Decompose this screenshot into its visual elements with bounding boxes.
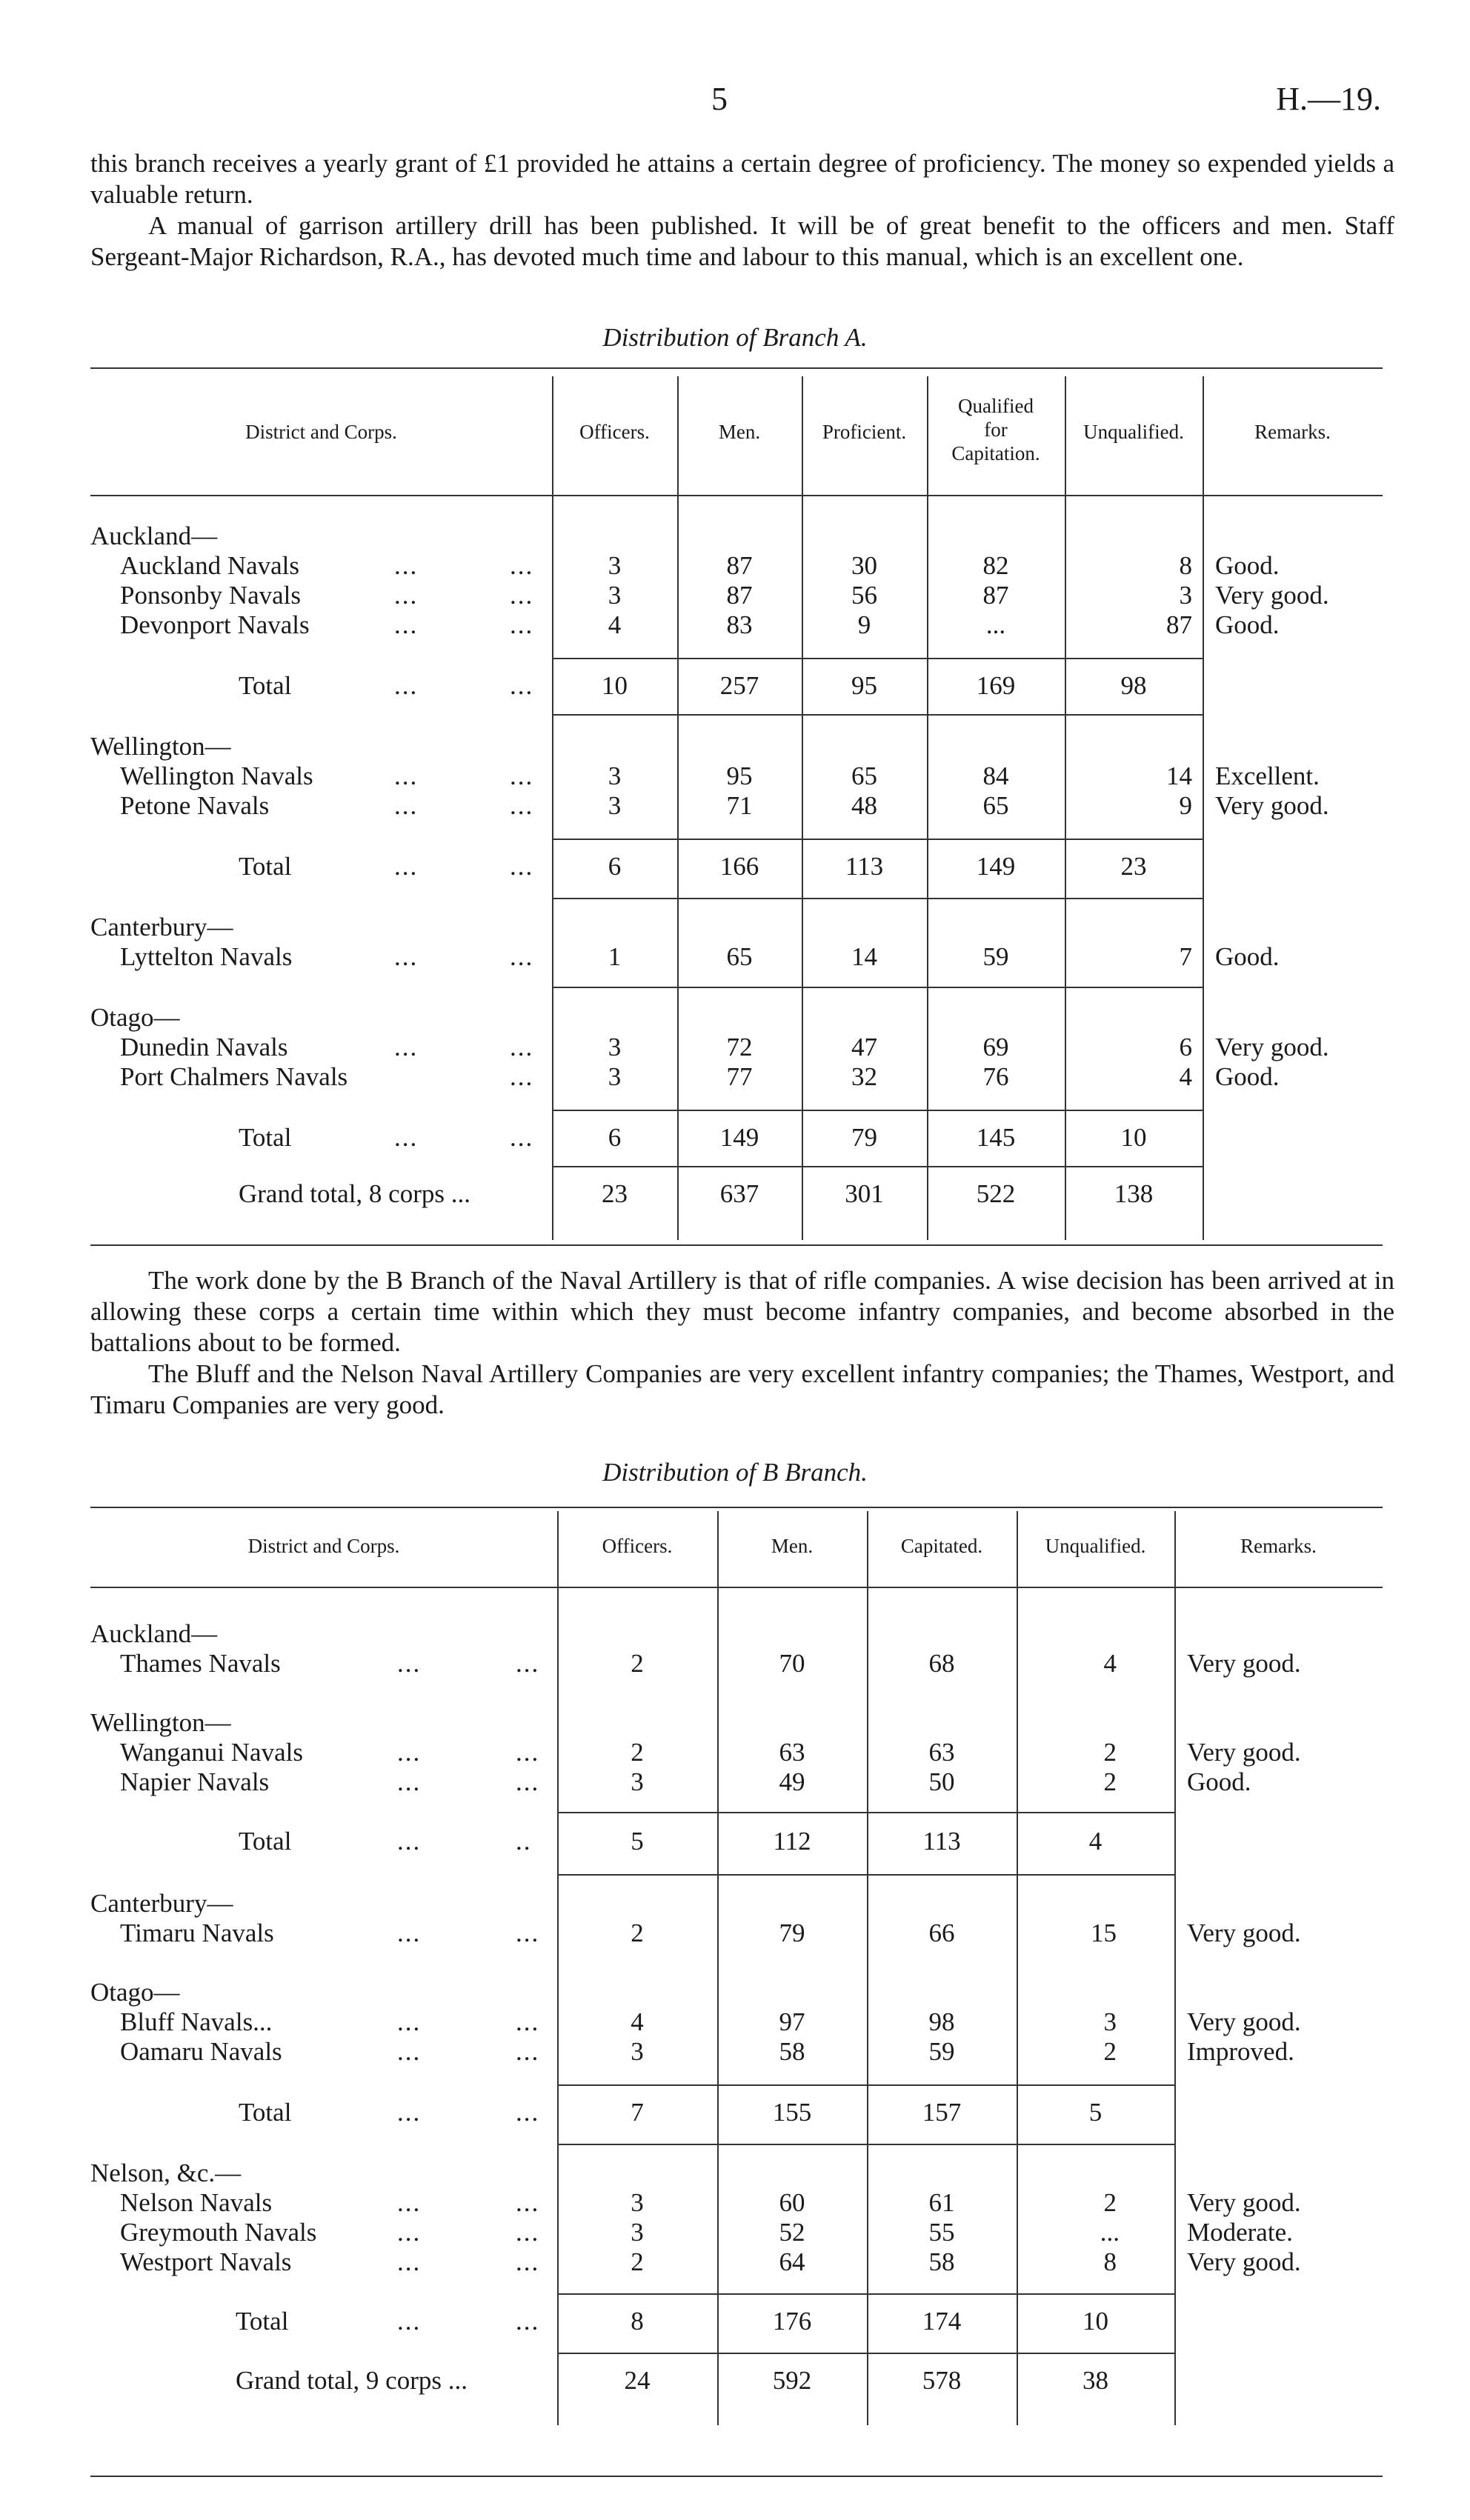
leader-dots: ... [397,2188,422,2217]
table-b-officers-cell: 2 [631,2247,644,2276]
table-b-capitated-cell: 66 [928,1919,955,1947]
table-b-grand-total-officers: 24 [624,2366,651,2395]
table-a-corps-name: Auckland Navals [120,551,300,580]
table-a-remarks-cell: Good. [1215,610,1280,639]
table-a-qualified-cell: 87 [982,581,1009,610]
table-b-total-officers: 8 [631,2307,644,2336]
table-a-district-name: Otago— [90,1003,180,1032]
table-a-total-qualified: 145 [976,1123,1016,1152]
table-b-men-cell: 70 [779,1649,805,1678]
table-b-unqualified-value: 8 [1103,2247,1117,2276]
table-b-total-men: 176 [772,2307,812,2336]
table-a-proficient-cell: 30 [851,551,877,580]
table-a-officers-cell: 1 [608,942,622,971]
table-a-proficient-cell: 47 [851,1033,877,1061]
table-a-men-cell: 65 [726,942,753,971]
table-a-grand-total-qualified: 522 [976,1179,1016,1208]
table-b-remarks-cell: Very good. [1187,1919,1301,1947]
table-a-total-unqualified: 10 [1120,1123,1147,1152]
table-a-officers-cell: 3 [608,761,622,790]
table-b-men-cell: 58 [779,2037,805,2066]
table-a-header-qualified-3: Capitation. [951,442,1040,464]
table-b-total-officers: 5 [631,1827,644,1856]
table-a-qualified-cell: 84 [982,761,1009,790]
leader-dots: ... [394,761,419,790]
leader-dots: ... [397,1919,422,1947]
table-a-remarks-cell: Good. [1215,551,1280,580]
leader-dots: ... [394,791,419,820]
document-reference: H.—19. [1276,81,1381,117]
table-a-header-unqualified: Unqualified. [1083,421,1184,443]
table-a-total-officers: 6 [608,852,622,881]
table-b-header-capitated: Capitated. [900,1535,983,1557]
table-a-total-proficient: 95 [851,671,877,700]
leader-dots: ... [397,2247,422,2276]
table-a-qualified-cell: ... [985,610,1006,639]
table-b-remarks-cell: Very good. [1187,2007,1301,2036]
table-b-caption: Distribution of B Branch. [602,1458,868,1487]
table-b-col-divider [1017,1511,1018,2425]
leader-dots: ... [516,2188,540,2217]
leader-dots: ... [516,1767,540,1796]
table-b-capitated-cell: 59 [928,2037,955,2066]
leader-dots: ... [516,1649,540,1678]
middle-paragraph-1-text: The work done by the B Branch of the Naval Artillery is that of rifle companies. A wise decision has been arrived at in allowing these corps a certain time within which they must become infantry companies, and become absorbed in the battalions about to be formed. [90,1266,1394,1357]
total-rule [557,2293,1174,2295]
table-a-header-qualified-1: Qualified [958,395,1034,417]
table-a-proficient-cell: 48 [851,791,877,820]
table-b-grand-total-label: Grand total, 9 corps ... [236,2366,468,2395]
table-b-header-unqualified: Unqualified. [1045,1535,1146,1557]
table-a-men-cell: 87 [726,551,753,580]
leader-dots: ... [516,2098,540,2127]
table-b-capitated-cell: 61 [928,2188,955,2217]
table-b-men-cell: 49 [779,1767,805,1796]
table-a-corps-name: Petone Navals [120,791,270,820]
table-a-men-cell: 83 [726,610,753,639]
table-b-total-unqualified: 5 [1088,2098,1102,2127]
page-number: 5 [711,81,728,117]
total-rule [552,658,1203,659]
table-a-bottom-rule [90,1244,1383,1246]
table-b-total-capitated: 157 [922,2098,962,2127]
table-a-proficient-cell: 56 [851,581,877,610]
table-a-proficient-cell: 65 [851,761,877,790]
table-b-corps-name: Napier Navals [120,1767,270,1796]
leader-dots: ... [394,671,419,700]
table-a-grand-total-unqualified: 138 [1114,1179,1154,1208]
leader-dots: ... [397,2037,422,2066]
table-b-header-remarks: Remarks. [1240,1535,1317,1557]
table-b-men-cell: 64 [779,2247,805,2276]
table-b-district-name: Nelson, &c.— [90,2159,242,2187]
table-b-unqualified-value: 2 [1103,1767,1117,1796]
table-b-total-label: Total [239,1827,292,1856]
table-a-grand-total-officers: 23 [602,1179,628,1208]
table-b-officers-cell: 2 [631,1919,644,1947]
table-a-officers-cell: 3 [608,581,622,610]
table-a-header-qualified-2: for [984,419,1008,441]
leader-dots: ... [510,852,534,881]
table-a-total-unqualified: 98 [1120,671,1147,700]
table-b-remarks-cell: Very good. [1187,1649,1301,1678]
table-b-total-men: 112 [773,1827,811,1856]
table-b-capitated-cell: 63 [928,1738,955,1767]
table-a-qualified-cell: 65 [982,791,1009,820]
table-a-proficient-cell: 14 [851,942,877,971]
leader-dots: ... [394,581,419,610]
table-b-grand-total-capitated: 578 [922,2366,962,2395]
table-a-qualified-cell: 82 [982,551,1009,580]
table-a-remarks-cell: Good. [1215,942,1280,971]
table-a-qualified-cell: 69 [982,1033,1009,1061]
table-a-top-rule [90,367,1383,369]
leader-dots: ... [510,1062,534,1091]
table-b-unqualified-value: 4 [1103,1649,1117,1678]
table-b-bottom-rule [90,2476,1383,2477]
table-a-total-men: 166 [719,852,759,881]
table-a-corps-name: Ponsonby Navals [120,581,302,610]
leader-dots: ... [516,2247,540,2276]
table-a-header-remarks: Remarks. [1254,421,1331,443]
table-b-total-unqualified: 10 [1082,2307,1108,2336]
table-b-header-officers: Officers. [602,1535,673,1557]
table-b-capitated-cell: 98 [928,2007,955,2036]
table-a-remarks-cell: Very good. [1215,791,1329,820]
table-a-total-officers: 6 [608,1123,622,1152]
leader-dots: ... [397,1827,422,1856]
table-a-officers-cell: 4 [608,610,622,639]
table-a-header-rule [90,495,1383,496]
table-b-total-officers: 7 [631,2098,644,2127]
table-b-col-divider [1174,1511,1176,2425]
table-a-header-men: Men. [718,421,761,443]
table-a-total-unqualified: 23 [1120,852,1147,881]
table-b-officers-cell: 3 [631,2037,644,2066]
table-b-men-cell: 79 [779,1919,805,1947]
table-a-remarks-cell: Good. [1215,1062,1280,1091]
leader-dots: ... [516,2307,540,2336]
intro-paragraph-2-text: A manual of garrison artillery drill has been published. It will be of great benefit to the officers and men. Staff Sergeant-Major Richardson, R.A., has devoted much time and labour to this manual, which is an excellent one. [90,211,1394,271]
table-b-capitated-cell: 50 [928,1767,955,1796]
table-b-men-cell: 52 [779,2218,805,2247]
leader-dots: ... [394,1033,419,1061]
leader-dots: ... [510,942,534,971]
table-b-corps-name: Timaru Navals [120,1919,274,1947]
table-a-header-district: District and Corps. [245,421,397,443]
leader-dots: ... [397,2218,422,2247]
table-b-capitated-cell: 55 [928,2218,955,2247]
table-a-grand-total-men: 637 [719,1179,759,1208]
leader-dots: ... [510,761,534,790]
leader-dots: ... [516,1919,540,1947]
table-a-total-qualified: 169 [976,671,1016,700]
section-rule [552,987,1203,988]
leader-dots: ... [510,581,534,610]
table-b-district-name: Wellington— [90,1708,231,1737]
table-a-men-cell: 77 [726,1062,753,1091]
total-rule [557,1874,1174,1876]
table-b-corps-name: Nelson Navals [120,2188,273,2217]
table-b-remarks-cell: Moderate. [1187,2218,1293,2247]
table-b-total-label: Total [236,2307,289,2336]
table-b-officers-cell: 3 [631,1767,644,1796]
table-b-district-name: Auckland— [90,1619,218,1648]
leader-dots: ... [397,2307,422,2336]
leader-dots: ... [516,2037,540,2066]
table-a-men-cell: 71 [726,791,753,820]
total-rule [552,1110,1203,1111]
table-a-men-cell: 95 [726,761,753,790]
table-b-unqualified-value: ... [1100,2218,1120,2247]
table-a-remarks-cell: Very good. [1215,1033,1329,1061]
leader-dots: ... [394,551,419,580]
total-rule [552,714,1203,716]
table-a-grand-total-proficient: 301 [845,1179,884,1208]
table-b-officers-cell: 2 [631,1738,644,1767]
table-b-capitated-cell: 58 [928,2247,955,2276]
table-b-officers-cell: 3 [631,2188,644,2217]
total-rule [552,898,1203,899]
table-a-corps-name: Lyttelton Navals [120,942,293,971]
table-a-total-men: 149 [719,1123,759,1152]
table-a-men-cell: 87 [726,581,753,610]
middle-paragraph-2 [90,1359,1394,1421]
table-b-officers-cell: 3 [631,2218,644,2247]
table-a-officers-cell: 3 [608,791,622,820]
table-b-total-capitated: 174 [922,2307,962,2336]
table-b-men-cell: 63 [779,1738,805,1767]
table-b-remarks-cell: Improved. [1187,2037,1294,2066]
table-b-corps-name: Bluff Navals... [120,2007,273,2036]
table-b-total-unqualified: 4 [1088,1827,1102,1856]
table-b-grand-total-men: 592 [772,2366,812,2395]
table-b-header-district: District and Corps. [247,1535,400,1557]
intro-paragraph-2 [90,210,1394,273]
table-b-total-label: Total [239,2098,292,2127]
table-b-grand-total-unqualified: 38 [1082,2366,1108,2395]
table-b-total-men: 155 [772,2098,812,2127]
table-a-unqualified-value: 8 [1179,551,1192,580]
total-rule [557,2084,1174,2086]
table-a-proficient-cell: 32 [851,1062,877,1091]
table-b-remarks-cell: Very good. [1187,2188,1301,2217]
table-a-total-proficient: 79 [851,1123,877,1152]
table-a-caption: Distribution of Branch A. [602,323,868,352]
leader-dots: ... [510,1123,534,1152]
table-b-remarks-cell: Very good. [1187,2247,1301,2276]
table-a-unqualified-value: 6 [1179,1033,1192,1061]
table-a-district-name: Auckland— [90,521,218,550]
leader-dots: ... [394,852,419,881]
table-b-district-name: Otago— [90,1978,180,2007]
leader-dots: ... [397,2098,422,2127]
table-a-total-qualified: 149 [976,852,1016,881]
table-a-unqualified-value: 14 [1166,761,1192,790]
leader-dots: ... [510,671,534,700]
leader-dots: ... [510,1033,534,1061]
table-b-officers-cell: 4 [631,2007,644,2036]
table-a-grand-total-label: Grand total, 8 corps ... [239,1179,470,1208]
table-a-unqualified-value: 7 [1179,942,1192,971]
table-a-header-proficient: Proficient. [822,421,907,443]
table-b-district-name: Canterbury— [90,1889,233,1918]
total-rule [552,839,1203,840]
total-rule [552,1166,1203,1167]
table-a-remarks-cell: Excellent. [1215,761,1320,790]
table-a-total-label: Total [239,1123,292,1152]
table-a-officers-cell: 3 [608,551,622,580]
table-a-unqualified-value: 87 [1166,610,1192,639]
table-a-officers-cell: 3 [608,1033,622,1061]
table-b-unqualified-value: 2 [1103,2037,1117,2066]
total-rule [557,1812,1174,1813]
leader-dots: ... [510,610,534,639]
table-a-total-proficient: 113 [845,852,884,881]
table-a-district-name: Wellington— [90,732,231,761]
leader-dots: ... [394,942,419,971]
table-b-corps-name: Westport Navals [120,2247,292,2276]
leader-dots: ... [516,2218,540,2247]
table-a-corps-name: Wellington Navals [120,761,313,790]
table-a-col-divider [1203,376,1204,1240]
middle-paragraph-1 [90,1265,1394,1359]
table-b-top-rule [90,1507,1383,1508]
table-a-qualified-cell: 59 [982,942,1009,971]
table-b-unqualified-value: 2 [1103,1738,1117,1767]
table-b-corps-name: Wanganui Navals [120,1738,303,1767]
leader-dots: ... [394,1123,419,1152]
table-b-corps-name: Greymouth Navals [120,2218,317,2247]
table-a-total-men: 257 [719,671,759,700]
table-a-total-officers: 10 [602,671,628,700]
intro-paragraph-1: this branch receives a yearly grant of £1 provided he attains a certain degree of proficiency. The money so expended yields a valuable return. [90,149,1394,209]
table-a-header-officers: Officers. [579,421,650,443]
table-a-corps-name: Port Chalmers Navals [120,1062,348,1091]
leader-dots: ... [516,1738,540,1767]
leader-dots: ... [516,2007,540,2036]
total-rule [557,2144,1174,2145]
table-a-total-label: Total [239,671,292,700]
table-b-capitated-cell: 68 [928,1649,955,1678]
table-a-corps-name: Devonport Navals [120,610,310,639]
table-b-unqualified-value: 2 [1103,2188,1117,2217]
table-b-remarks-cell: Very good. [1187,1738,1301,1767]
table-b-total-capitated: 113 [922,1827,961,1856]
total-rule [557,2353,1174,2354]
middle-paragraph-2-text: The Bluff and the Nelson Naval Artillery Companies are very excellent infantry companies; the Thames, Westport, and Timaru Companies are very good. [90,1359,1394,1419]
table-b-men-cell: 97 [779,2007,805,2036]
table-b-header-rule [90,1587,1383,1588]
leader-dots: ... [397,1738,422,1767]
table-a-corps-name: Dunedin Navals [120,1033,288,1061]
table-b-corps-name: Thames Navals [120,1649,281,1678]
leader-dots: .. [516,1827,532,1856]
table-b-officers-cell: 2 [631,1649,644,1678]
table-b-remarks-cell: Good. [1187,1767,1251,1796]
table-a-proficient-cell: 9 [857,610,871,639]
table-a-unqualified-value: 4 [1179,1062,1192,1091]
table-b-unqualified-value: 15 [1091,1919,1117,1947]
leader-dots: ... [397,1649,422,1678]
table-b-men-cell: 60 [779,2188,805,2217]
table-a-unqualified-value: 3 [1179,581,1192,610]
table-b-header-men: Men. [771,1535,814,1557]
table-a-unqualified-value: 9 [1179,791,1192,820]
table-a-qualified-cell: 76 [982,1062,1009,1091]
table-a-remarks-cell: Very good. [1215,581,1329,610]
leader-dots: ... [394,610,419,639]
leader-dots: ... [397,2007,422,2036]
table-b-corps-name: Oamaru Navals [120,2037,282,2066]
table-b-unqualified-value: 3 [1103,2007,1117,2036]
table-a-men-cell: 72 [726,1033,753,1061]
table-a-officers-cell: 3 [608,1062,622,1091]
table-a-district-name: Canterbury— [90,913,233,941]
leader-dots: ... [510,551,534,580]
leader-dots: ... [510,791,534,820]
leader-dots: ... [397,1767,422,1796]
table-a-total-label: Total [239,852,292,881]
